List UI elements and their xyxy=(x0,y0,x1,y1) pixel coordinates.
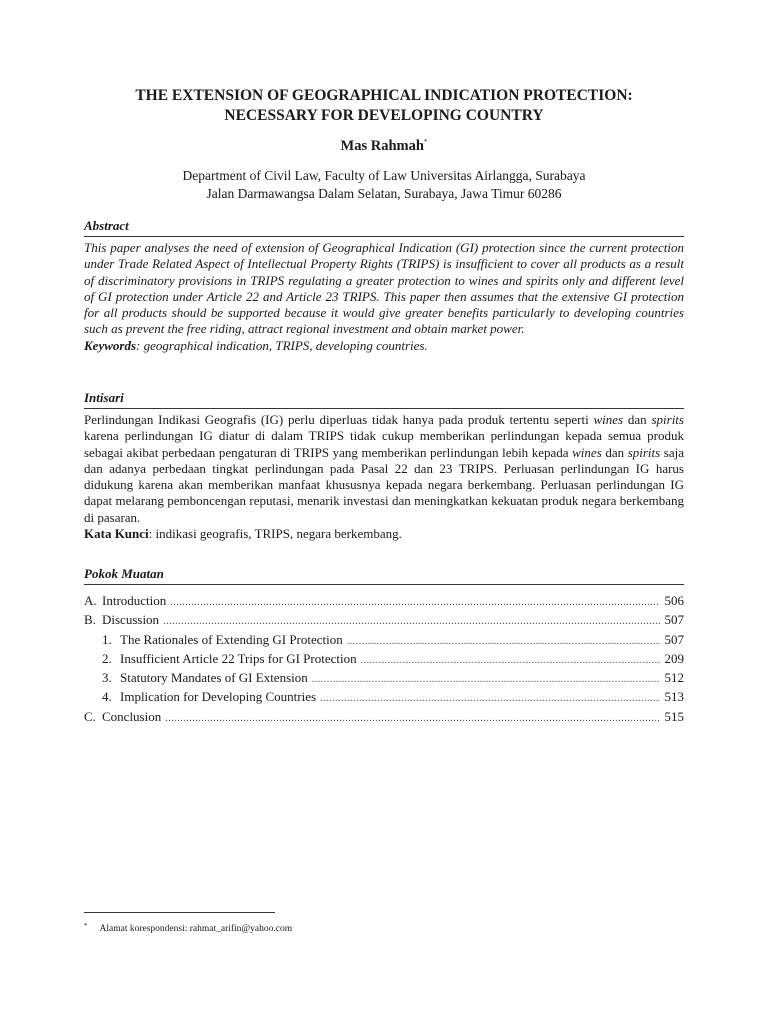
toc-item-number: 1. xyxy=(102,631,112,647)
toc-item-label: Discussion xyxy=(102,612,160,628)
toc-item-page: 507 xyxy=(664,631,684,647)
keywords-text: : geographical indication, TRIPS, developing countries. xyxy=(136,337,428,353)
title-line-2: NECESSARY FOR DEVELOPING COUNTRY xyxy=(224,107,544,124)
toc-item-page: 513 xyxy=(664,689,684,705)
kata-kunci-text: : indikasi geografis, TRIPS, negara berkembang. xyxy=(148,526,402,542)
toc-leader-dots xyxy=(320,689,660,708)
toc-item-number: 4. xyxy=(102,689,112,705)
intisari-text-2: dan xyxy=(623,412,652,427)
intisari-wines-2: wines xyxy=(572,444,602,460)
paper-title xyxy=(84,86,684,126)
intisari-spirits-1: spirits xyxy=(651,412,684,427)
footnote-divider xyxy=(84,912,275,913)
title-line-1: THE EXTENSION OF GEOGRAPHICAL INDICATION PROTECTION: xyxy=(135,87,633,104)
toc-item-label: Statutory Mandates of GI Extension xyxy=(120,670,308,686)
intisari-body xyxy=(84,412,684,542)
toc-item-introduction[interactable] xyxy=(84,591,684,610)
toc-item-number: B. xyxy=(84,612,96,628)
affiliation xyxy=(84,167,684,203)
intisari-text-4: dan xyxy=(601,444,628,460)
toc-item-page: 507 xyxy=(664,612,684,628)
footnote-text: Alamat korespondensi: rahmat_arifin@yahoo.com xyxy=(99,924,293,934)
author xyxy=(84,138,684,155)
toc-item-statutory-mandates[interactable] xyxy=(84,668,684,687)
toc-leader-dots xyxy=(347,632,660,651)
toc-item-label: Introduction xyxy=(102,593,167,608)
toc-item-rationales[interactable] xyxy=(84,630,684,649)
toc-leader-dots xyxy=(170,593,660,612)
toc-item-page: 506 xyxy=(664,593,684,608)
table-of-contents xyxy=(84,591,684,726)
toc-item-page: 512 xyxy=(664,670,684,686)
toc-item-label: Conclusion xyxy=(102,708,162,724)
toc-item-number: 3. xyxy=(102,670,112,686)
toc-item-insufficient-article-22[interactable] xyxy=(84,649,684,668)
intisari-spirits-2: spirits xyxy=(627,444,661,460)
toc-item-label: Insufficient Article 22 Trips for GI Protection xyxy=(120,650,357,666)
toc-heading: Pokok Muatan xyxy=(84,566,684,585)
affiliation-line-1: Department of Civil Law, Faculty of Law Universitas Airlangga, Surabaya xyxy=(182,168,586,183)
toc-item-page: 209 xyxy=(664,650,684,666)
toc-item-number: A. xyxy=(84,593,97,608)
intisari-heading: Intisari xyxy=(84,390,684,409)
affiliation-line-2: Jalan Darmawangsa Dalam Selatan, Surabaya, Jawa Timur 60286 xyxy=(206,186,562,201)
intisari-text-1: Perlindungan Indikasi Geografis (IG) perlu diperluas tidak hanya pada produk tertentu seperti xyxy=(84,412,594,427)
author-name: Mas Rahmah xyxy=(340,138,424,154)
keywords-label: Keywords xyxy=(84,337,136,353)
abstract-heading: Abstract xyxy=(84,218,684,237)
kata-kunci-label: Kata Kunci xyxy=(84,526,149,542)
intisari-wines-1: wines xyxy=(593,412,624,427)
toc-item-implication[interactable] xyxy=(84,687,684,706)
toc-item-number: C. xyxy=(84,708,96,724)
toc-item-discussion[interactable] xyxy=(84,610,684,629)
toc-leader-dots xyxy=(165,709,660,728)
footnote-mark: * xyxy=(84,922,88,930)
toc-item-label: The Rationales of Extending GI Protection xyxy=(120,631,343,647)
toc-leader-dots xyxy=(312,670,660,689)
intisari-text-3: karena perlindungan IG diatur di dalam TRIPS tidak cukup memberikan perlindungan kepada semua produk sebagai akibat perbedaan pengaturan di TRIPS yang memberikan perlindungan lebih kepada xyxy=(84,428,684,460)
footnote xyxy=(84,922,292,934)
author-footnote-mark: * xyxy=(423,138,428,146)
abstract-text: This paper analyses the need of extension of Geographical Indication (GI) protection since the current protection under Trade Related Aspect of Intellectual Property Rights (TRIPS) is insufficient to cover all products as a result of discriminatory provisions in TRIPS regulating a greater protection to wines and spirits only and different level of GI protection under Article 22 and Article 23 TRIPS. This paper then assumes that the extensive GI protection for all products should be supported because it would give greater benefits particularly to developing countries such as prevent the free riding, attract regional investment and obtain market power. xyxy=(84,240,684,337)
toc-item-page: 515 xyxy=(664,708,684,724)
intisari-text-5: saja dan adanya perbedaan tingkat perlindungan pada Pasal 22 dan 23 TRIPS. Perluasan perlindungan IG harus didukung karena akan memberikan manfaat khususnya kepada negara berkembang. Perluasan perlindungan IG dapat melarang pemboncengan reputasi, menarik investasi dan meningkatkan kekuatan produk negara berkembang di pasaran. xyxy=(84,444,684,525)
abstract-body xyxy=(84,240,684,354)
toc-item-label: Implication for Developing Countries xyxy=(120,689,317,705)
toc-item-number: 2. xyxy=(102,650,112,666)
toc-item-conclusion[interactable] xyxy=(84,707,684,726)
toc-leader-dots xyxy=(361,651,660,670)
